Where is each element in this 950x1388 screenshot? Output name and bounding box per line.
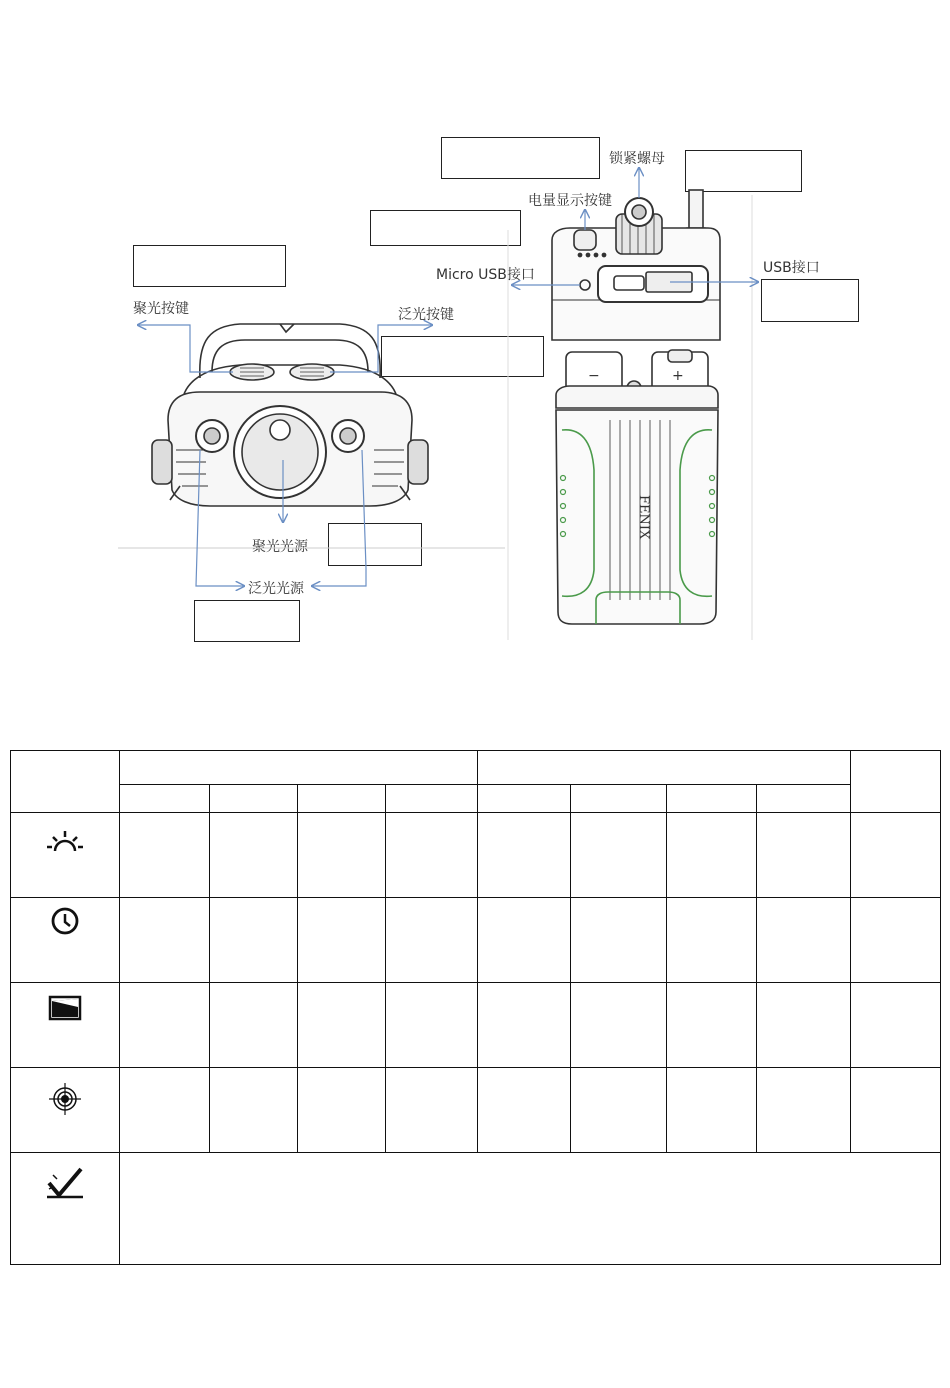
header-sub-cell: [298, 785, 386, 813]
table-cell: [478, 898, 571, 983]
runtime-icon: [50, 906, 80, 936]
row-icon-cell: [11, 1068, 120, 1153]
label-micro-usb: Micro USB接口: [436, 267, 535, 283]
table-cell: [120, 983, 210, 1068]
table-cell: [571, 1068, 667, 1153]
label-usb-port: USB接口: [763, 260, 820, 276]
header-sub-cell: [571, 785, 667, 813]
table-cell: [851, 983, 941, 1068]
table-cell: [210, 898, 298, 983]
row-icon-cell: [11, 898, 120, 983]
table-row: [11, 983, 941, 1068]
table-cell: [851, 898, 941, 983]
table-cell: [386, 898, 478, 983]
table-cell: [667, 813, 757, 898]
power-bank-logo: FENIX: [636, 495, 651, 540]
table-row: [11, 898, 941, 983]
label-flood-button: 泛光按键: [398, 307, 454, 323]
row-icon-cell: [11, 983, 120, 1068]
label-battery-button: 电量显示按键: [528, 193, 612, 209]
table-cell: [298, 898, 386, 983]
header-sub-cell: [757, 785, 851, 813]
header-sub-cell: [386, 785, 478, 813]
table-row: [11, 813, 941, 898]
table-cell: [757, 898, 851, 983]
header-last-cell: [851, 751, 941, 813]
beam-distance-icon: [48, 995, 82, 1021]
table-cell: [386, 813, 478, 898]
label-spot-light: 聚光光源: [252, 539, 308, 555]
table-cell: [298, 983, 386, 1068]
row-icon-cell: [11, 813, 120, 898]
header-sub-cell: [210, 785, 298, 813]
table-cell: [757, 983, 851, 1068]
table-cell: [210, 813, 298, 898]
table-cell: [757, 813, 851, 898]
table-cell: [851, 1068, 941, 1153]
table-header-row-1: [11, 751, 941, 785]
table-cell: [210, 983, 298, 1068]
header-sub-cell: [120, 785, 210, 813]
battery-plus-sign: +: [672, 368, 684, 384]
table-row: [11, 1068, 941, 1153]
label-spot-button: 聚光按键: [133, 301, 189, 317]
table-cell: [478, 813, 571, 898]
table-cell: [478, 1068, 571, 1153]
header-corner-cell: [11, 751, 120, 813]
brightness-icon: [45, 829, 85, 853]
table-cell: [667, 1068, 757, 1153]
table-cell: [298, 1068, 386, 1153]
table-cell: [120, 813, 210, 898]
label-flood-light: 泛光光源: [248, 581, 304, 597]
power-bank: [552, 190, 720, 624]
header-group-flood: [478, 751, 851, 785]
table-wide-cell: [120, 1153, 941, 1265]
table-cell: [757, 1068, 851, 1153]
header-sub-cell: [478, 785, 571, 813]
intensity-icon: [48, 1082, 82, 1116]
table-cell: [478, 983, 571, 1068]
table-cell: [571, 898, 667, 983]
headlamp-body: [152, 324, 428, 506]
table-cell: [386, 983, 478, 1068]
table-cell: [667, 983, 757, 1068]
table-cell: [120, 898, 210, 983]
table-row: [11, 1153, 941, 1265]
table-cell: [120, 1068, 210, 1153]
table-cell: [571, 983, 667, 1068]
header-group-spot: [120, 751, 478, 785]
table-cell: [851, 813, 941, 898]
table-cell: [386, 1068, 478, 1153]
specs-table: [10, 750, 941, 1265]
table-cell: [298, 813, 386, 898]
row-icon-cell: [11, 1153, 120, 1265]
battery-minus-sign: −: [588, 368, 600, 384]
header-sub-cell: [667, 785, 757, 813]
impact-resistance-icon: [45, 1167, 85, 1199]
table-cell: [210, 1068, 298, 1153]
label-lock-nut: 锁紧螺母: [609, 151, 665, 167]
table-cell: [571, 813, 667, 898]
table-header-row-2: [11, 785, 941, 813]
table-cell: [667, 898, 757, 983]
